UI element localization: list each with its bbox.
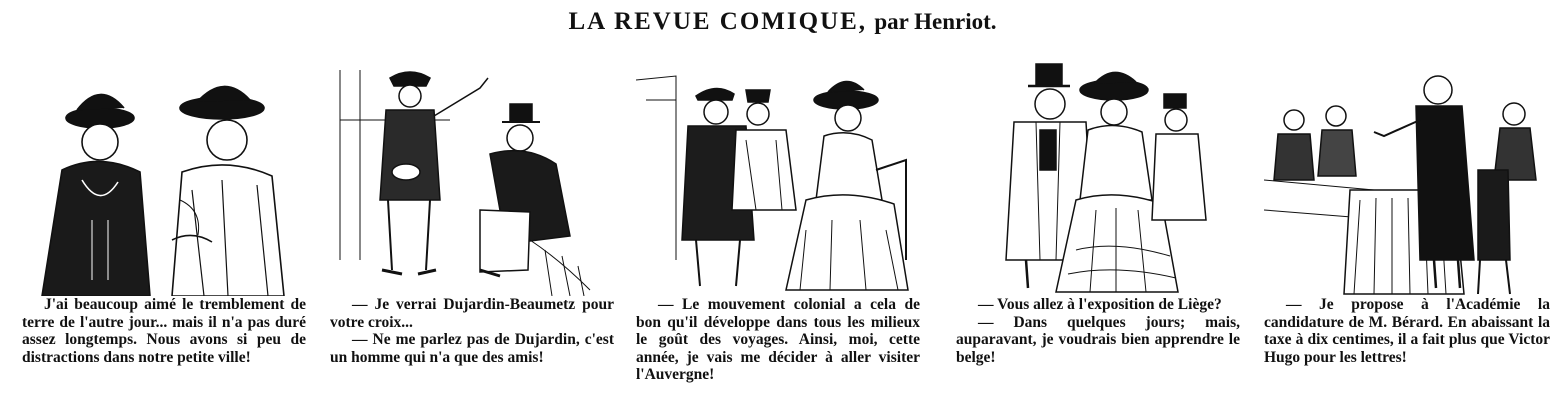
caption-line: — Le mouvement colonial a cela de bon qu'il développe dans tous les milieux le goût des voyages. Ainsi, moi, cette année, je vais me décider à aller visiter l'Auvergne! (636, 296, 920, 383)
panel-3-caption (636, 296, 920, 384)
caption-line: — Vous allez à l'exposition de Liège? (978, 296, 1222, 313)
panel-2-illustration (330, 60, 614, 296)
panel-5-illustration (1264, 60, 1550, 296)
comic-panel-3 (636, 52, 920, 392)
title-byline: par Henriot. (874, 9, 997, 34)
title-main: LA REVUE COMIQUE, (568, 8, 868, 35)
panel-3-illustration (636, 60, 920, 296)
page-title (0, 8, 1565, 36)
panel-1-illustration (22, 60, 306, 296)
caption-line: — Je verrai Dujardin-Beaumetz pour votre croix... (330, 296, 614, 331)
panel-2-caption (330, 296, 614, 366)
caption-line: — Dans quelques jours; mais, auparavant, je voudrais bien apprendre le belge! (956, 313, 1240, 366)
panel-4-caption (956, 296, 1240, 366)
panel-5-caption (1264, 296, 1550, 366)
comic-panel-4 (956, 52, 1240, 392)
caption-line: — Ne me parlez pas de Dujardin, c'est un homme qui n'a que des amis! (330, 331, 614, 366)
comic-panel-2 (330, 52, 614, 392)
caption-line: J'ai beaucoup aimé le tremblement de terre de l'autre jour... mais il n'a pas duré assez longtemps. Nous avons si peu de distractions dans notre petite ville! (22, 296, 306, 366)
comic-panel-1 (22, 52, 306, 392)
panel-4-illustration (956, 60, 1240, 296)
panel-1-caption (22, 296, 306, 366)
comic-panel-5 (1264, 52, 1550, 392)
caption-line: — Je propose à l'Académie la candidature de M. Bérard. En abaissant la taxe à dix centimes, il a fait plus que Victor Hugo pour les lettres! (1264, 296, 1550, 366)
